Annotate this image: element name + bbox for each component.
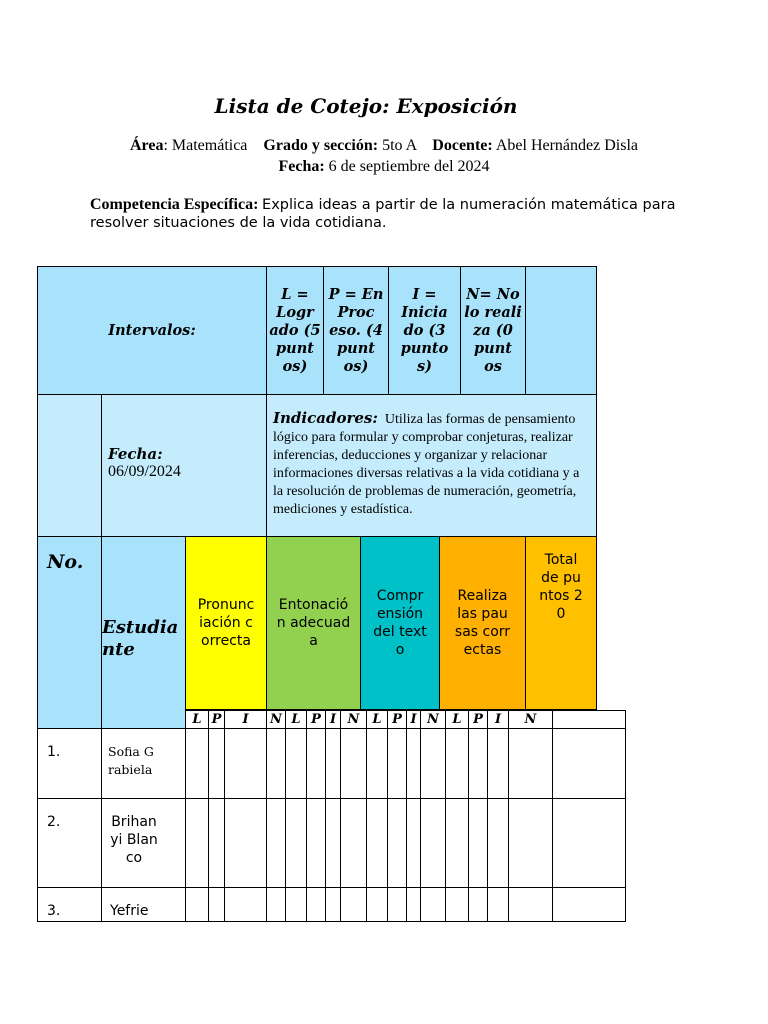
- score-cell[interactable]: [420, 728, 446, 799]
- area-value: Matemática: [171, 137, 248, 154]
- lpin-header-cell: [266, 710, 286, 729]
- indicadores-text: Utiliza las formas de pensamiento lógico para formular y comprobar conjeturas, realizar inferencias, deducciones y organizar y relacionar informaciones diversas relativas a la vida cotidiana y a la resolución de problemas de numeración, geometría, mediciones y estadística.: [273, 412, 580, 517]
- docente-label: Docente:: [432, 137, 493, 154]
- lpin-header-cell: [487, 710, 509, 729]
- score-cell[interactable]: [487, 887, 509, 922]
- score-cell[interactable]: [468, 887, 488, 922]
- student-name: Sofia Grabiela: [108, 744, 154, 777]
- lpin-header-cell: [208, 710, 225, 729]
- grado-label: Grado y sección:: [263, 137, 379, 154]
- lpin-header-cell: [306, 710, 326, 729]
- lpin-label: P: [473, 712, 483, 727]
- scale-n: N= No lo reali za (0 punt os: [464, 285, 522, 375]
- student-name-cell[interactable]: [101, 728, 186, 799]
- estudiante-cell: [101, 536, 186, 729]
- lpin-label: L: [192, 712, 202, 727]
- criterion-pausas: [439, 536, 526, 710]
- lpin-label: L: [452, 712, 462, 727]
- score-cell[interactable]: [406, 728, 421, 799]
- score-cell[interactable]: [487, 728, 509, 799]
- score-cell[interactable]: [340, 887, 367, 922]
- docente-value: Abel Hernández Disla: [495, 137, 639, 154]
- criterion-label: Total de puntos 20: [539, 552, 583, 622]
- score-cell[interactable]: [366, 728, 388, 799]
- row-number-cell: [37, 798, 102, 888]
- student-name: Yefrie: [110, 903, 149, 919]
- lpin-header-cell: [340, 710, 367, 729]
- lpin-header-cell: [445, 710, 469, 729]
- scale-l-cell: [266, 266, 324, 395]
- score-cell[interactable]: [224, 887, 267, 922]
- row-number-cell: [37, 728, 102, 799]
- criterion-label: Comprensión del texto: [373, 588, 427, 658]
- no-cell: [37, 536, 102, 729]
- score-cell[interactable]: [420, 887, 446, 922]
- lpin-header-cell: [420, 710, 446, 729]
- indicadores-label: Indicadores:: [273, 409, 378, 427]
- score-cell[interactable]: [468, 798, 488, 888]
- row-number: 1.: [47, 744, 61, 760]
- score-cell[interactable]: [552, 887, 626, 922]
- lpin-header-cell: [285, 710, 307, 729]
- score-cell[interactable]: [340, 798, 367, 888]
- criterion-label: Realiza las pausas correctas: [454, 588, 511, 658]
- score-cell[interactable]: [266, 728, 286, 799]
- lpin-label: P: [211, 712, 222, 727]
- page-title: Lista de Cotejo: Exposición: [214, 94, 518, 118]
- no-label: No.: [47, 551, 84, 573]
- score-cell[interactable]: [208, 887, 225, 922]
- score-cell[interactable]: [306, 728, 326, 799]
- scale-i: I = Inicia do (3 punto s): [400, 285, 449, 375]
- competencia-label: Competencia Específica:: [90, 196, 259, 213]
- lpin-label: N: [524, 712, 537, 727]
- lpin-header-cell: [325, 710, 341, 729]
- estudiante-label: Estudiante: [102, 617, 179, 660]
- competencia-text: Explica ideas a partir de la numeración matemática para resolver situaciones de la vida cotidiana.: [90, 197, 676, 231]
- score-cell[interactable]: [325, 798, 341, 888]
- score-cell[interactable]: [406, 887, 421, 922]
- lpin-label: N: [270, 712, 282, 727]
- score-cell[interactable]: [185, 887, 209, 922]
- student-name-cell[interactable]: [101, 887, 186, 922]
- lpin-label: N: [347, 712, 360, 727]
- scale-p: P = En Proc eso. (4 punt os): [328, 285, 384, 375]
- score-cell[interactable]: [406, 798, 421, 888]
- scale-n-cell: [460, 266, 526, 395]
- score-cell[interactable]: [325, 887, 341, 922]
- score-cell[interactable]: [366, 887, 388, 922]
- fecha-value: 6 de septiembre del 2024: [328, 158, 490, 175]
- lpin-label: N: [427, 712, 439, 727]
- row-number-cell: [37, 887, 102, 922]
- scale-p-cell: [323, 266, 389, 395]
- scale-empty-cell: [525, 266, 597, 395]
- score-cell[interactable]: [508, 728, 553, 799]
- criterion-pronunciacion: [185, 536, 267, 710]
- score-cell[interactable]: [420, 798, 446, 888]
- indicadores-cell: [266, 394, 597, 537]
- score-cell[interactable]: [185, 728, 209, 799]
- scale-l: L = Logr ado (5 punt os): [269, 285, 321, 375]
- score-cell[interactable]: [487, 798, 509, 888]
- score-cell[interactable]: [325, 728, 341, 799]
- lpin-label: I: [242, 712, 249, 727]
- score-cell[interactable]: [306, 887, 326, 922]
- lpin-header-cell: [406, 710, 421, 729]
- row-number: 3.: [47, 903, 61, 919]
- lpin-header-cell: [185, 710, 209, 729]
- lpin-header-cell: [508, 710, 553, 729]
- score-cell[interactable]: [224, 728, 267, 799]
- score-cell[interactable]: [387, 728, 407, 799]
- lpin-label: L: [372, 712, 382, 727]
- blank-left-cell: [37, 394, 102, 537]
- score-cell[interactable]: [285, 887, 307, 922]
- score-cell[interactable]: [266, 887, 286, 922]
- lpin-header-cell: [224, 710, 267, 729]
- score-cell[interactable]: [552, 728, 626, 799]
- score-cell[interactable]: [306, 798, 326, 888]
- score-cell[interactable]: [445, 798, 469, 888]
- score-cell[interactable]: [224, 798, 267, 888]
- score-cell[interactable]: [340, 728, 367, 799]
- criterion-label: Entonación adecuada: [276, 597, 351, 649]
- lpin-header-cell: [387, 710, 407, 729]
- score-cell[interactable]: [552, 798, 626, 888]
- score-cell[interactable]: [366, 798, 388, 888]
- score-cell[interactable]: [445, 887, 469, 922]
- lpin-label: I: [410, 712, 417, 727]
- score-cell[interactable]: [208, 798, 225, 888]
- score-cell[interactable]: [285, 728, 307, 799]
- scale-i-cell: [388, 266, 461, 395]
- intervalos-cell: [37, 266, 267, 395]
- lpin-label: P: [311, 712, 321, 727]
- score-cell[interactable]: [387, 798, 407, 888]
- score-cell[interactable]: [266, 798, 286, 888]
- student-name-cell[interactable]: [101, 798, 186, 888]
- criterion-label: Pronunciación correcta: [197, 597, 255, 649]
- lpin-label: P: [392, 712, 402, 727]
- lpin-header-cell: [366, 710, 388, 729]
- area-sep: :: [163, 137, 172, 154]
- score-cell[interactable]: [285, 798, 307, 888]
- criterion-total: [525, 536, 597, 710]
- score-cell[interactable]: [508, 798, 553, 888]
- lpin-label: L: [291, 712, 301, 727]
- student-name: Brihanyi Blanco: [110, 814, 158, 866]
- lpin-label: I: [329, 712, 337, 727]
- grado-value: 5to A: [382, 137, 417, 154]
- fecha-cell: [101, 394, 267, 537]
- score-cell[interactable]: [468, 728, 488, 799]
- table-fecha-label: Fecha:: [108, 445, 163, 463]
- lpin-header-cell: [468, 710, 488, 729]
- area-label: Área: [129, 137, 164, 154]
- score-cell[interactable]: [508, 887, 553, 922]
- score-cell[interactable]: [185, 798, 209, 888]
- score-cell[interactable]: [445, 728, 469, 799]
- criterion-comprension: [360, 536, 440, 710]
- table-fecha-value: 06/09/2024: [108, 463, 181, 480]
- fecha-label: Fecha:: [278, 158, 325, 175]
- score-cell[interactable]: [387, 887, 407, 922]
- intervalos-label: Intervalos:: [108, 321, 196, 339]
- lpin-header-cell: [552, 710, 626, 729]
- lpin-label: I: [494, 712, 502, 727]
- row-number: 2.: [47, 814, 61, 830]
- score-cell[interactable]: [208, 728, 225, 799]
- criterion-entonacion: [266, 536, 361, 710]
